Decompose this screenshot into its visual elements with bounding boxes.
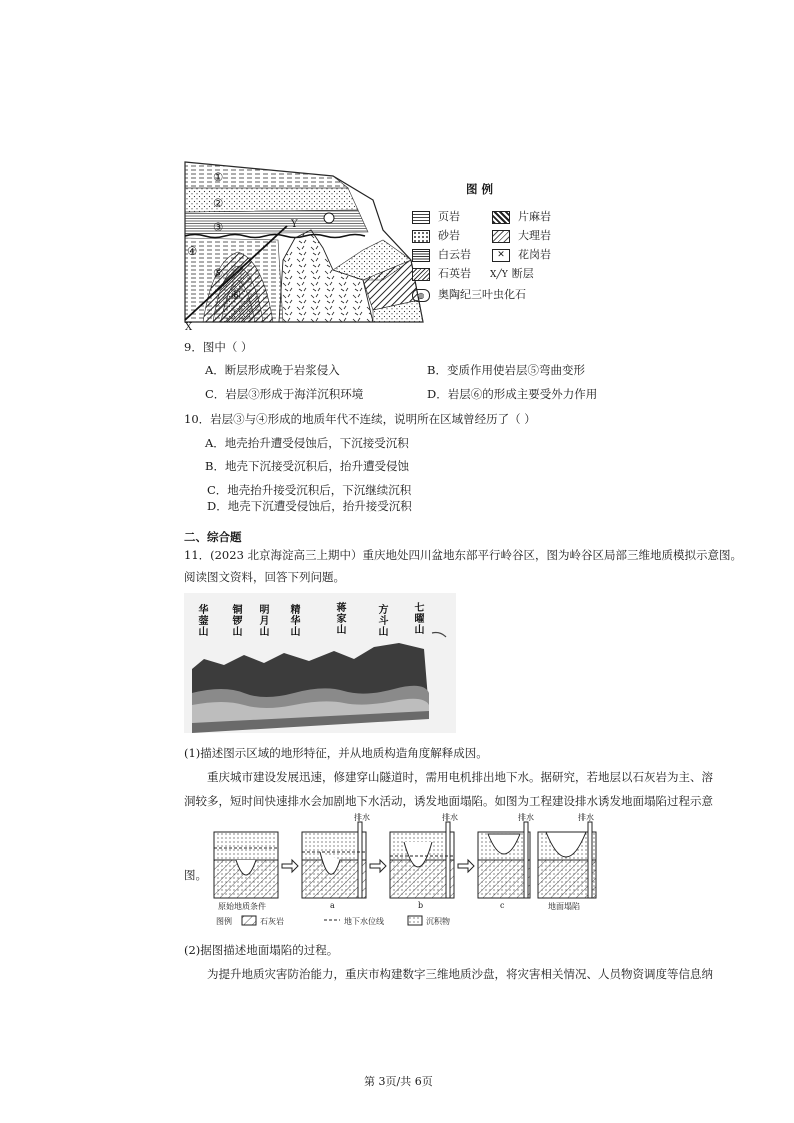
q11-intro-line2: 阅读图文资料，回答下列问题。 <box>184 570 345 584</box>
q11-para1-line1: 重庆城市建设发展迅速，修建穿山隧道时，需用电机排出地下水。据研究，若地层以石灰岩为主、溶 <box>207 770 713 784</box>
q9-option-b: B．变质作用使岩层⑤弯曲变形 <box>427 363 585 377</box>
q9-stem: 9．图中（ ） <box>184 340 253 354</box>
fault-symbol-icon: X╱Y <box>490 270 508 280</box>
section-title: 二、综合题 <box>184 530 242 544</box>
legend-shale: 页岩 <box>412 208 460 224</box>
q11-sub1: (1)描述图示区域的地形特征，并从地质构造角度解释成因。 <box>184 746 488 760</box>
q10-option-c: C．地壳抬升接受沉积后，下沉继续沉积 <box>207 483 412 497</box>
mountain-label-fangdou: 方斗山 <box>378 605 389 638</box>
mountain-label-jiangjia: 蒋家山 <box>336 603 347 636</box>
stage-label-collapse: 地面塌陷 <box>548 902 580 911</box>
legend-gneiss: 片麻岩 <box>492 208 551 224</box>
marble-pattern-icon <box>492 230 510 243</box>
panel-b <box>390 822 454 898</box>
mountain-label-mingyue: 明月山 <box>259 605 270 638</box>
q10-option-d: D．地壳下沉遭受侵蚀后，抬升接受沉积 <box>207 499 412 513</box>
collapse-legend-limestone: 石灰岩 <box>260 917 284 926</box>
q9-option-c: C．岩层③形成于海洋沉积环境 <box>205 387 364 401</box>
stage-label-c: c <box>500 901 505 910</box>
layer-number-3: ③ <box>213 220 224 234</box>
layer-number-5: ⑤ <box>213 266 224 280</box>
q9-option-d: D．岩层⑥的形成主要受外力作用 <box>427 387 598 401</box>
figure1-legend <box>408 182 598 302</box>
q11-para2: 为提升地质灾害防治能力，重庆市构建数字三维地质沙盘，将灾害相关情况、人员物资调度等信息纳 <box>207 967 713 981</box>
ground-collapse-figure <box>212 812 598 930</box>
mountain-label-jinghua: 精华山 <box>290 605 301 638</box>
legend-trilobite: ◍ 奥陶纪三叶虫化石 <box>412 286 526 302</box>
panel-collapse <box>538 822 596 898</box>
mountain-label-tongluo: 铜锣山 <box>232 605 243 638</box>
stage-label-a: a <box>330 901 335 910</box>
q11-sub2: (2)据图描述地面塌陷的过程。 <box>184 943 339 957</box>
fault-y-label: Y <box>291 219 298 230</box>
q9-option-a: A．断层形成晚于岩浆侵入 <box>205 363 340 377</box>
drain-label-a: 排水 <box>354 813 370 822</box>
q10-option-b: B．地壳下沉接受沉积后，抬升遭受侵蚀 <box>205 459 409 473</box>
legend-marble: 大理岩 <box>492 227 551 243</box>
ground-collapse-svg <box>212 812 598 930</box>
legend-quartzite: 石英岩 <box>412 265 471 281</box>
dolomite-pattern-icon <box>412 249 430 262</box>
mountain-label-qiyao: 七曜山 <box>414 603 425 636</box>
drain-label-b: 排水 <box>442 813 458 822</box>
ridge-valley-3d-figure <box>184 593 456 733</box>
drain-label-c: 排水 <box>518 813 534 822</box>
panel-a <box>302 822 366 898</box>
quartzite-pattern-icon <box>412 268 430 281</box>
trilobite-fossil-icon: ◍ <box>412 289 430 302</box>
drain-label-collapse: 排水 <box>578 813 594 822</box>
layer-number-4: ④ <box>187 244 198 258</box>
legend-dolomite: 白云岩 <box>412 246 471 262</box>
geologic-section-figure <box>183 160 431 332</box>
collapse-legend-sediment: 沉积物 <box>426 917 450 926</box>
stage-label-b: b <box>418 901 424 910</box>
geologic-section-svg <box>183 160 431 332</box>
q10-stem: 10．岩层③与④形成的地质年代不连续，说明所在区域曾经历了（ ） <box>184 412 536 426</box>
panel-original <box>214 832 278 898</box>
gneiss-pattern-icon <box>492 211 510 224</box>
legend-fault: X╱Y 断层 <box>490 267 534 280</box>
mountain-label-huaying: 华蓥山 <box>198 605 209 638</box>
panel-c <box>478 822 530 898</box>
shale-pattern-icon <box>412 211 430 224</box>
legend-title: 图 例 <box>466 182 494 196</box>
q11-intro-line1: 11．(2023 北京海淀高三上期中）重庆地处四川盆地东部平行岭谷区，图为岭谷区局部三维地质模拟示意图。 <box>184 548 743 562</box>
stage-label-original: 原始地质条件 <box>218 902 266 911</box>
q11-para1-line3: 图。 <box>184 868 207 882</box>
page-number: 第 3页/共 6页 <box>364 1075 433 1088</box>
granite-pattern-icon: ✕ <box>492 249 510 262</box>
sandstone-pattern-icon <box>412 230 430 243</box>
layer-number-6: ⑥ <box>231 288 242 302</box>
layer-number-1: ① <box>213 170 224 184</box>
legend-sandstone: 砂岩 <box>412 227 460 243</box>
collapse-legend-title: 图例 <box>216 917 232 926</box>
q11-para1-line2: 洞较多，短时间快速排水会加剧地下水活动，诱发地面塌陷。如图为工程建设排水诱发地面塌陷过程示意 <box>184 794 713 808</box>
legend-granite: ✕ 花岗岩 <box>492 246 551 262</box>
collapse-legend-water-table: 地下水位线 <box>344 917 384 926</box>
fault-x-label: X <box>185 322 193 333</box>
q10-option-a: A．地壳抬升遭受侵蚀后，下沉接受沉积 <box>205 436 409 450</box>
layer-number-2: ② <box>213 196 224 210</box>
